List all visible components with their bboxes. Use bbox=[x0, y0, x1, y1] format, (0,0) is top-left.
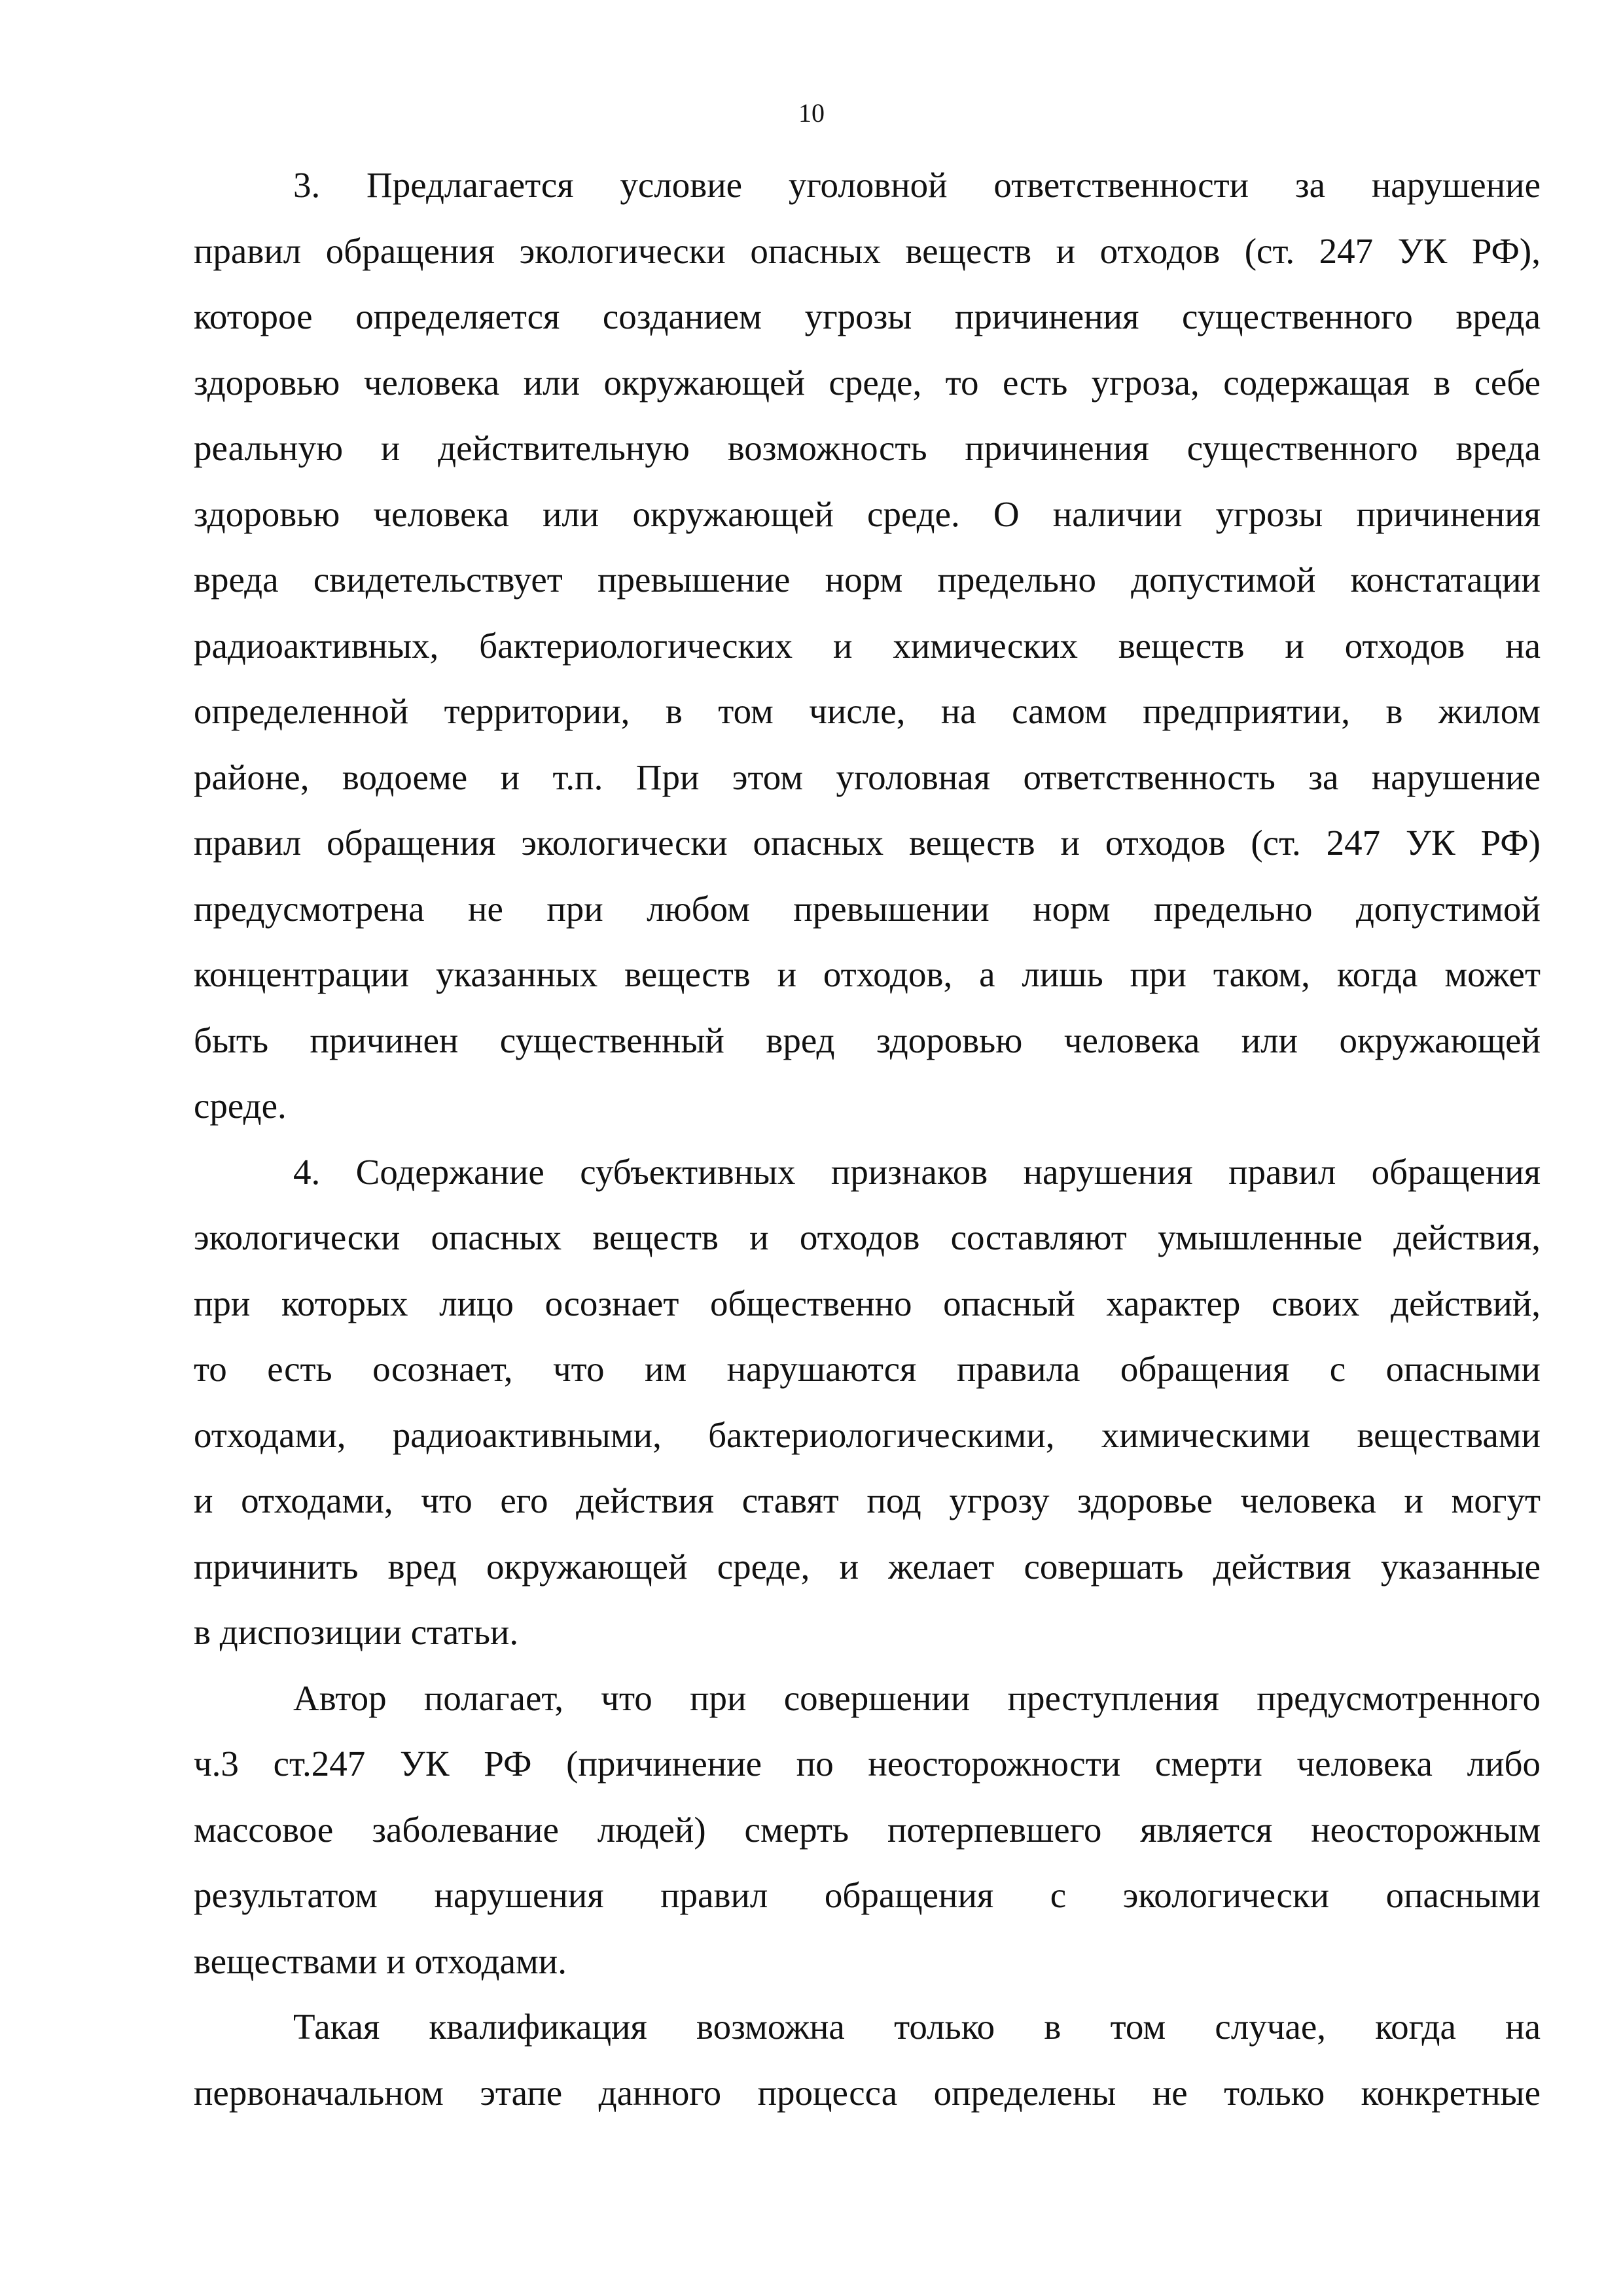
text-line: районе, водоеме и т.п. При этом уголовная ответственность за нарушение bbox=[194, 757, 1541, 797]
text-line: 3. Предлагается условие уголовной ответственности за нарушение bbox=[293, 165, 1541, 205]
paragraph-4 bbox=[194, 1139, 1541, 1666]
text-line: ч.3 ст.247 УК РФ (причинение по неосторожности смерти человека либо bbox=[194, 1744, 1541, 1784]
paragraph-qualification bbox=[194, 1994, 1541, 2126]
paragraph-3 bbox=[194, 152, 1541, 1139]
text-line: первоначальном этапе данного процесса определены не только конкретные bbox=[194, 2072, 1541, 2113]
text-line: правил обращения экологически опасных веществ и отходов (ст. 247 УК РФ), bbox=[194, 230, 1541, 271]
text-line: и отходами, что его действия ставят под угрозу здоровье человека и могут bbox=[194, 1480, 1541, 1520]
text-line: определенной территории, в том числе, на самом предприятии, в жилом bbox=[194, 691, 1541, 731]
text-line: среде. bbox=[194, 1086, 287, 1126]
text-line: 4. Содержание субъективных признаков нарушения правил обращения bbox=[293, 1151, 1541, 1192]
text-line: результатом нарушения правил обращения с экологически опасными bbox=[194, 1875, 1541, 1915]
paragraph-author bbox=[194, 1666, 1541, 1995]
text-line: Автор полагает, что при совершении преступления предусмотренного bbox=[293, 1677, 1541, 1718]
text-line: веществами и отходами. bbox=[194, 1941, 567, 1981]
text-line: правил обращения экологически опасных веществ и отходов (ст. 247 УК РФ) bbox=[194, 823, 1541, 863]
body-text bbox=[194, 152, 1541, 2126]
text-line: при которых лицо осознает общественно опасный характер своих действий, bbox=[194, 1283, 1541, 1323]
text-line: экологически опасных веществ и отходов составляют умышленные действия, bbox=[194, 1217, 1541, 1257]
text-line: причинить вред окружающей среде, и желает совершать действия указанные bbox=[194, 1546, 1541, 1587]
text-line: Такая квалификация возможна только в том случае, когда на bbox=[293, 2007, 1541, 2047]
text-line: здоровью человека или окружающей среде. О наличии угрозы причинения bbox=[194, 493, 1541, 534]
text-line: здоровью человека или окружающей среде, то есть угроза, содержащая в себе bbox=[194, 362, 1541, 403]
text-line: быть причинен существенный вред здоровью человека или окружающей bbox=[194, 1020, 1541, 1060]
text-line: вреда свидетельствует превышение норм предельно допустимой констатации bbox=[194, 560, 1541, 600]
text-line: массовое заболевание людей) смерть потерпевшего является неосторожным bbox=[194, 1809, 1541, 1850]
text-line: концентрации указанных веществ и отходов, а лишь при таком, когда может bbox=[194, 954, 1541, 994]
text-line: предусмотрена не при любом превышении норм предельно допустимой bbox=[194, 888, 1541, 929]
page-number: 10 bbox=[798, 98, 825, 128]
text-line: отходами, радиоактивными, бактериологическими, химическими веществами bbox=[194, 1414, 1541, 1455]
text-line: то есть осознает, что им нарушаются правила обращения с опасными bbox=[194, 1349, 1541, 1389]
text-line: которое определяется созданием угрозы причинения существенного вреда bbox=[194, 296, 1541, 336]
text-line: радиоактивных, бактериологических и химических веществ и отходов на bbox=[194, 625, 1541, 666]
text-line: в диспозиции статьи. bbox=[194, 1612, 519, 1652]
text-line: реальную и действительную возможность причинения существенного вреда bbox=[194, 428, 1541, 468]
